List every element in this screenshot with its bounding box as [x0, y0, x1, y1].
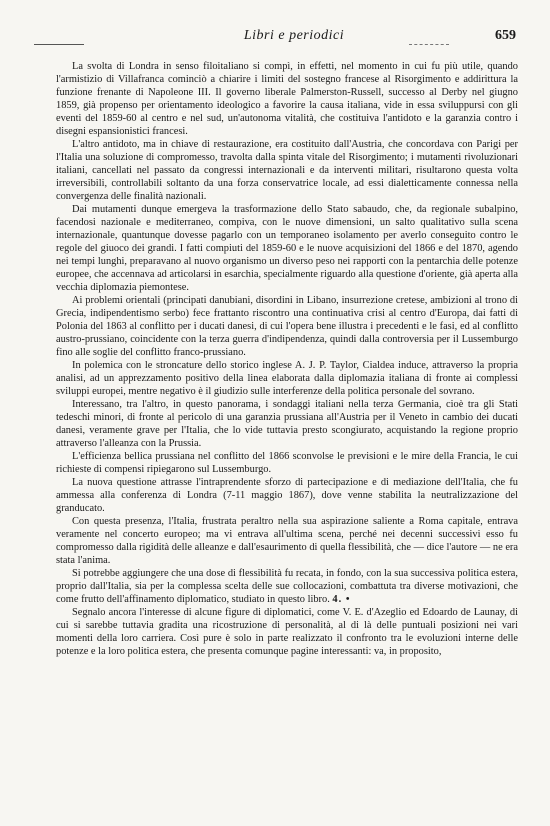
paragraph-5: In polemica con le stroncature dello storico inglese A. J. P. Taylor, Cialdea induce, attraverso la propria analisi, ad un apprezzamento positivo della linea elaborata dalla diplomazia italiana di fronte ai complessi sviluppi europei, mentre negativo è il giudizio sulle interferenze della politica personale del sovrano.: [56, 360, 518, 397]
paragraph-10: [56, 567, 518, 606]
paragraph-1: La svolta di Londra in senso filoitaliano si compì, in effetti, nel momento in cui fu più utile, quando l'armistizio di Villafranca cominciò a chiarire i limiti del sostegno francese al Risorgimento e addirittura la funzione frenante di Napoleone III. Il governo liberale Palmerston-Russell, successo al Derby nel giugno 1859, già propenso per orientamento ideologico a favorire la causa italiana, vide in essa sviluppursi con gli eventi del 1859-60 al centro e nel sud, un'autonoma vitalità, che costituiva l'antidoto e la garanzia contro i disegni espansionistici francesi.: [56, 61, 518, 137]
running-head: Libri e periodici: [243, 28, 345, 43]
header-rule-right: [409, 44, 449, 46]
paragraph-3: Dai mutamenti dunque emergeva la trasformazione dello Stato sabaudo, che, da regionale subalpino, facendosi nazionale e mediterraneo, compiva, con le nuove dimensioni, un salto qualitativo sulla scena internazionale, quantunque dovesse pagarlo con un temporaneo isolamento per averlo conseguito contro le regole del giuoco dei grandi. I fatti compiuti del 1859-60 e le nuove acquisizioni del 1866 e del 1870, agendo nei tempi lunghi, preparavano al nuovo organismo un diverso peso nei rapporti con la pentarchia delle potenze europee, che accennava ad articolarsi in esarchia, specialmente riguardo alla questione d'oriente, già aperta alla vecchia diplomazia piemontese.: [56, 204, 518, 293]
paragraph-7: L'efficienza bellica prussiana nel conflitto del 1866 sconvolse le previsioni e le mire della Francia, le cui richieste di compensi ripiegarono sul Lussemburgo.: [56, 451, 518, 475]
paragraph-6: Interessano, tra l'altro, in questo panorama, i sondaggi italiani nella terza Germania, cioè tra gli Stati tedeschi minori, di fronte al pericolo di una garanzia prussiana all'Austria per il Veneto in cambio dei ducati danesi, veramente grave per l'Italia, che lo vide tuttavia presto scongiurato, acquistando la regione proprio attraverso l'alleanza con la Prussia.: [56, 399, 518, 449]
inline-mark: 4. •: [332, 594, 351, 605]
paragraph-9: Con questa presenza, l'Italia, frustrata peraltro nella sua aspirazione saliente a Roma capitale, entrava veramente nel concerto europeo; ma vi entrava all'ultima scena, perché nei decenni successivi esso fu compromesso dalla rigidità delle alleanze e dall'esaurimento di quella flessibilità, che — dice l'autore — ne era stata l'anima.: [56, 516, 518, 566]
paragraph-11: Segnalo ancora l'interesse di alcune figure di diplomatici, come V. E. d'Azeglio ed Edoardo de Launay, di cui si sarebbe tuttavia gradita una ricostruzione di personalità, al di là delle puntuali posizioni nei vari momenti della loro carriera. Così pure è solo in parte realizzato il confronto tra le evoluzioni interne delle potenze e la loro politica estera, che presenta comunque pagine interessanti: va, in proposito,: [56, 607, 518, 657]
page-number: 659: [495, 28, 516, 43]
paragraph-8: La nuova questione attrasse l'intraprendente sforzo di partecipazione e di mediazione dell'Italia, che fu ammessa alla conferenza di Londra (7-11 maggio 1867), dove venne stabilita la neutralizzazione del granducato.: [56, 477, 518, 514]
page-header: [34, 28, 516, 48]
paragraph-4: Ai problemi orientali (principati danubiani, disordini in Libano, insurrezione cretese, ambizioni al trono di Grecia, indipendentismo serbo) fece frattanto riscontro una continuativa crisi al centro d'Europa, dai fatti di Polonia del 1863 al conflitto per i ducati danesi, di cui l'opera bene illustra i precedenti e le fasi, ed al conflitto austro-prussiano, coincidente con la terza guerra d'indipendenza, quindi dalla controversia per il Lussemburgo fino alle soglie del conflitto franco-prussiano.: [56, 295, 518, 358]
header-rule-left: [34, 44, 84, 45]
body-text: [56, 60, 518, 658]
paragraph-2: L'altro antidoto, ma in chiave di restaurazione, era costituito dall'Austria, che concordava con Parigi per l'Italia una soluzione di compromesso, travolta dalla spinta vitale del Risorgimento; i mutamenti rivoluzionari italiani, cancellati nel passato da congressi internazionali e da interventi militari, risultarono questa volta irreversibili, controllabili soltanto da una forza conservatrice locale, ad essi dialetticamente connessa nella convergenza delle finalità nazionali.: [56, 139, 518, 202]
paragraph-10-text: Si potrebbe aggiungere che una dose di flessibilità fu recata, in fondo, con la sua successiva politica estera, proprio dall'Italia, sia per la complessa scelta delle sue collocazioni, combattuta tra diverse motivazioni, che come frutto dell'affinamento diplomatico, studiato in questo libro.: [56, 568, 518, 605]
